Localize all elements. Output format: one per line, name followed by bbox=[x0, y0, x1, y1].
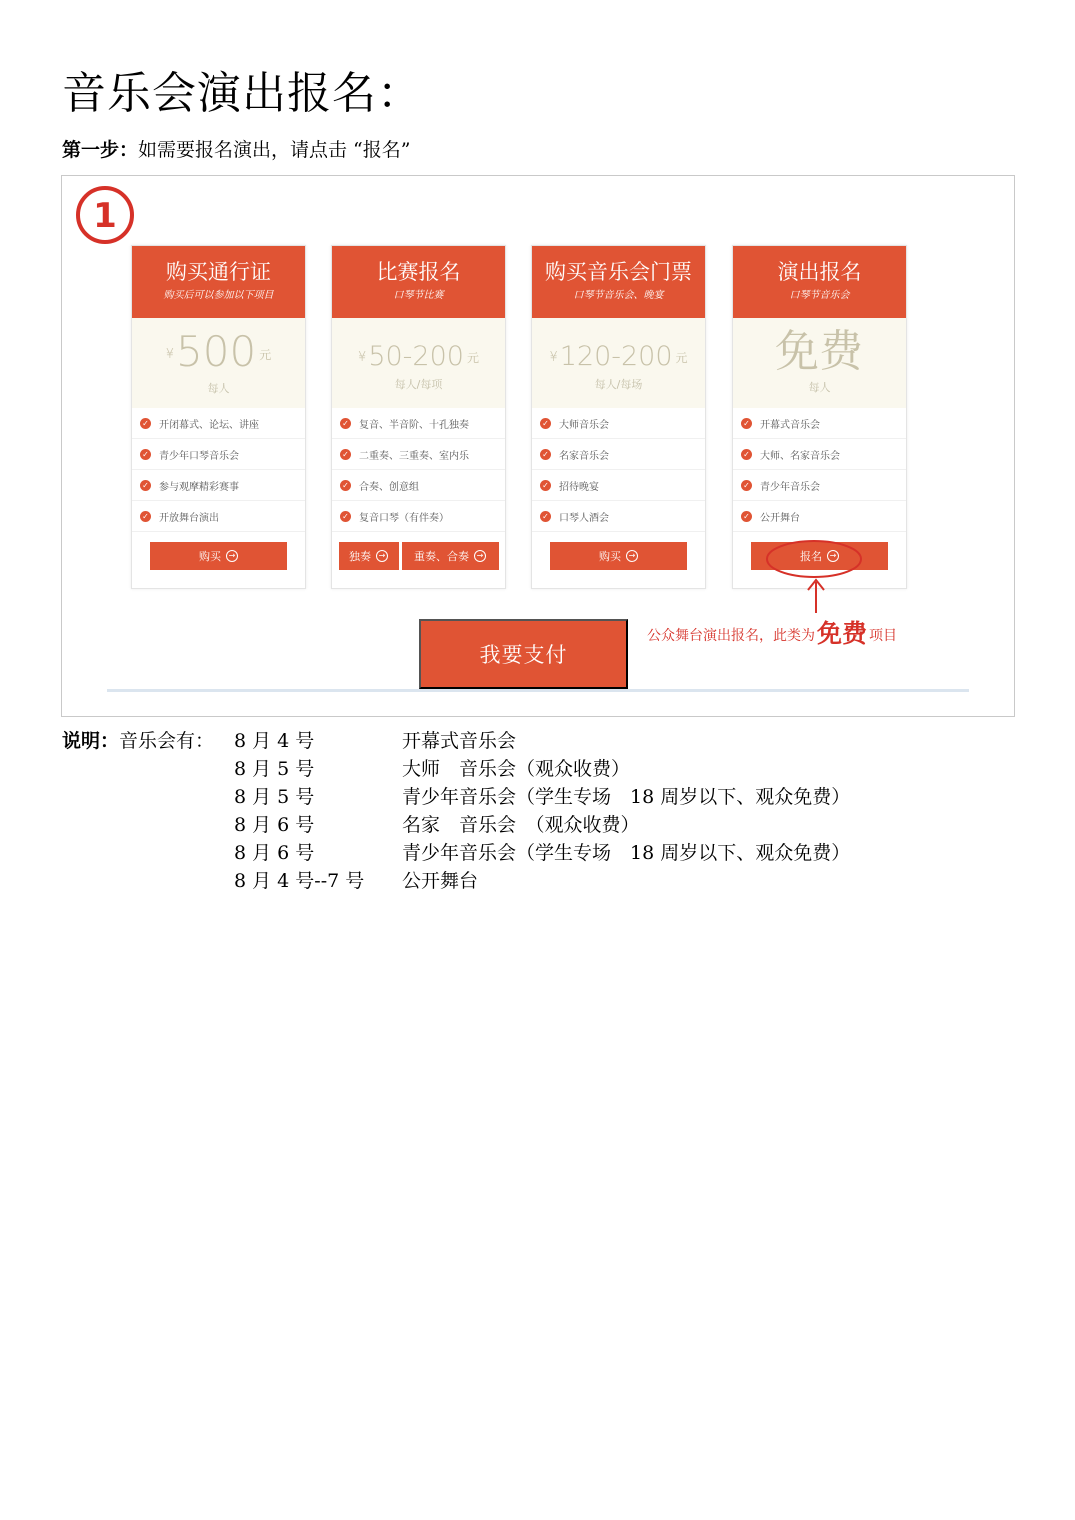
price-value: 免费 bbox=[775, 326, 863, 377]
buy-ticket-button[interactable]: 购买 → bbox=[550, 542, 687, 570]
step-one-instruction bbox=[62, 136, 410, 164]
card-subtitle: 口琴节音乐会 bbox=[789, 290, 850, 301]
price-per: 每人 bbox=[808, 381, 831, 394]
card-subtitle: 口琴节音乐会、晚宴 bbox=[573, 290, 664, 301]
feature-item: ✓ 合奏、创意组 bbox=[332, 470, 505, 501]
card-title: 购买通行证 bbox=[166, 260, 271, 284]
price-per: 每人/每项 bbox=[394, 377, 443, 391]
price-unit: 元 bbox=[259, 347, 272, 362]
feature-item: ✓ 口琴人酒会 bbox=[532, 501, 705, 532]
card-subtitle: 购买后可以参加以下项目 bbox=[163, 290, 274, 301]
concert-date: 8 月 6 号 bbox=[234, 842, 315, 864]
feature-item: ✓ 二重奏、三重奏、室内乐 bbox=[332, 439, 505, 470]
step-text: 如需要报名演出，请点击 “报名” bbox=[138, 139, 411, 161]
feature-item: ✓ 参与观摩精彩赛事 bbox=[132, 470, 305, 501]
price-value: 50-200 bbox=[368, 341, 464, 372]
check-icon: ✓ bbox=[741, 418, 752, 429]
divider bbox=[107, 689, 969, 692]
ensemble-signup-button[interactable]: 重奏、合奏 → bbox=[402, 542, 499, 570]
card-title: 比赛报名 bbox=[376, 260, 461, 284]
free-highlight: 免费 bbox=[817, 619, 868, 648]
concert-event: 大师 音乐会（观众收费） bbox=[402, 758, 631, 780]
pay-button[interactable]: 我要支付 bbox=[419, 619, 628, 689]
check-icon: ✓ bbox=[540, 449, 551, 460]
pricing-card-performance bbox=[732, 245, 907, 589]
check-icon: ✓ bbox=[741, 449, 752, 460]
feature-item: ✓ 招待晚宴 bbox=[532, 470, 705, 501]
performance-signup-button[interactable]: 报名 → bbox=[751, 542, 888, 570]
price-unit: 元 bbox=[675, 350, 688, 365]
explanation-prefix: 音乐会有： bbox=[119, 730, 215, 752]
check-icon: ✓ bbox=[140, 480, 151, 491]
feature-item: ✓ 青少年音乐会 bbox=[733, 470, 906, 501]
pricing-screenshot bbox=[61, 175, 1015, 717]
price-unit: 元 bbox=[466, 350, 479, 365]
check-icon: ✓ bbox=[140, 449, 151, 460]
card-price bbox=[532, 318, 705, 408]
check-icon: ✓ bbox=[540, 480, 551, 491]
concert-event: 公开舞台 bbox=[402, 870, 479, 892]
currency-symbol: ¥ bbox=[358, 349, 367, 365]
feature-item: ✓ 开放舞台演出 bbox=[132, 501, 305, 532]
card-price bbox=[332, 318, 505, 408]
card-header bbox=[332, 246, 505, 318]
card-header bbox=[733, 246, 906, 318]
arrow-right-icon: → bbox=[474, 550, 486, 562]
pricing-card-competition bbox=[331, 245, 506, 589]
currency-symbol: ¥ bbox=[549, 349, 558, 365]
step-label: 第一步： bbox=[62, 139, 139, 161]
check-icon: ✓ bbox=[340, 511, 351, 522]
price-value: 120-200 bbox=[559, 341, 673, 372]
feature-item: ✓ 大师音乐会 bbox=[532, 408, 705, 439]
solo-signup-button[interactable]: 独奏 → bbox=[339, 542, 399, 570]
price-per: 每人/每场 bbox=[594, 377, 643, 391]
currency-symbol: ¥ bbox=[165, 346, 175, 362]
check-icon: ✓ bbox=[540, 418, 551, 429]
card-price bbox=[733, 318, 906, 408]
check-icon: ✓ bbox=[741, 511, 752, 522]
concert-date: 8 月 5 号 bbox=[234, 758, 315, 780]
concert-date: 8 月 4 号--7 号 bbox=[234, 870, 365, 892]
concert-date: 8 月 6 号 bbox=[234, 814, 315, 836]
badge-number: 1 bbox=[93, 196, 117, 236]
check-icon: ✓ bbox=[140, 511, 151, 522]
card-price bbox=[132, 318, 305, 408]
free-note: 公众舞台演出报名，此类为免费 项目 bbox=[647, 619, 898, 648]
feature-item: ✓ 复音口琴（有伴奏） bbox=[332, 501, 505, 532]
feature-item: ✓ 青少年口琴音乐会 bbox=[132, 439, 305, 470]
concert-date: 8 月 4 号 bbox=[234, 730, 315, 752]
feature-item: ✓ 开幕式音乐会 bbox=[733, 408, 906, 439]
check-icon: ✓ bbox=[340, 449, 351, 460]
card-title: 购买音乐会门票 bbox=[545, 260, 692, 284]
arrow-right-icon: → bbox=[626, 550, 638, 562]
arrow-right-icon: → bbox=[226, 550, 238, 562]
feature-item: ✓ 复音、半音阶、十孔独奏 bbox=[332, 408, 505, 439]
check-icon: ✓ bbox=[540, 511, 551, 522]
concert-event: 开幕式音乐会 bbox=[402, 730, 517, 752]
pricing-card-pass bbox=[131, 245, 306, 589]
price-per: 每人 bbox=[207, 381, 230, 395]
check-icon: ✓ bbox=[340, 418, 351, 429]
feature-item: ✓ 开闭幕式、论坛、讲座 bbox=[132, 408, 305, 439]
check-icon: ✓ bbox=[741, 480, 752, 491]
card-header bbox=[532, 246, 705, 318]
check-icon: ✓ bbox=[340, 480, 351, 491]
concert-event: 青少年音乐会（学生专场 18 周岁以下、观众免费） bbox=[402, 842, 851, 864]
arrow-right-icon: → bbox=[827, 550, 839, 562]
card-header bbox=[132, 246, 305, 318]
feature-item: ✓ 大师、名家音乐会 bbox=[733, 439, 906, 470]
page-title: 音乐会演出报名： bbox=[62, 68, 422, 119]
concert-event: 名家 音乐会 （观众收费） bbox=[402, 814, 640, 836]
feature-item: ✓ 公开舞台 bbox=[733, 501, 906, 532]
card-title: 演出报名 bbox=[777, 260, 862, 284]
pricing-card-tickets bbox=[531, 245, 706, 589]
buy-pass-button[interactable]: 购买 → bbox=[150, 542, 287, 570]
feature-item: ✓ 名家音乐会 bbox=[532, 439, 705, 470]
concert-event: 青少年音乐会（学生专场 18 周岁以下、观众免费） bbox=[402, 786, 851, 808]
price-value: 500 bbox=[176, 327, 257, 376]
check-icon: ✓ bbox=[140, 418, 151, 429]
step-number-badge bbox=[76, 186, 134, 244]
concert-date: 8 月 5 号 bbox=[234, 786, 315, 808]
arrow-right-icon: → bbox=[376, 550, 388, 562]
explanation-label: 说明： bbox=[62, 730, 120, 752]
card-subtitle: 口琴节比赛 bbox=[393, 290, 444, 301]
